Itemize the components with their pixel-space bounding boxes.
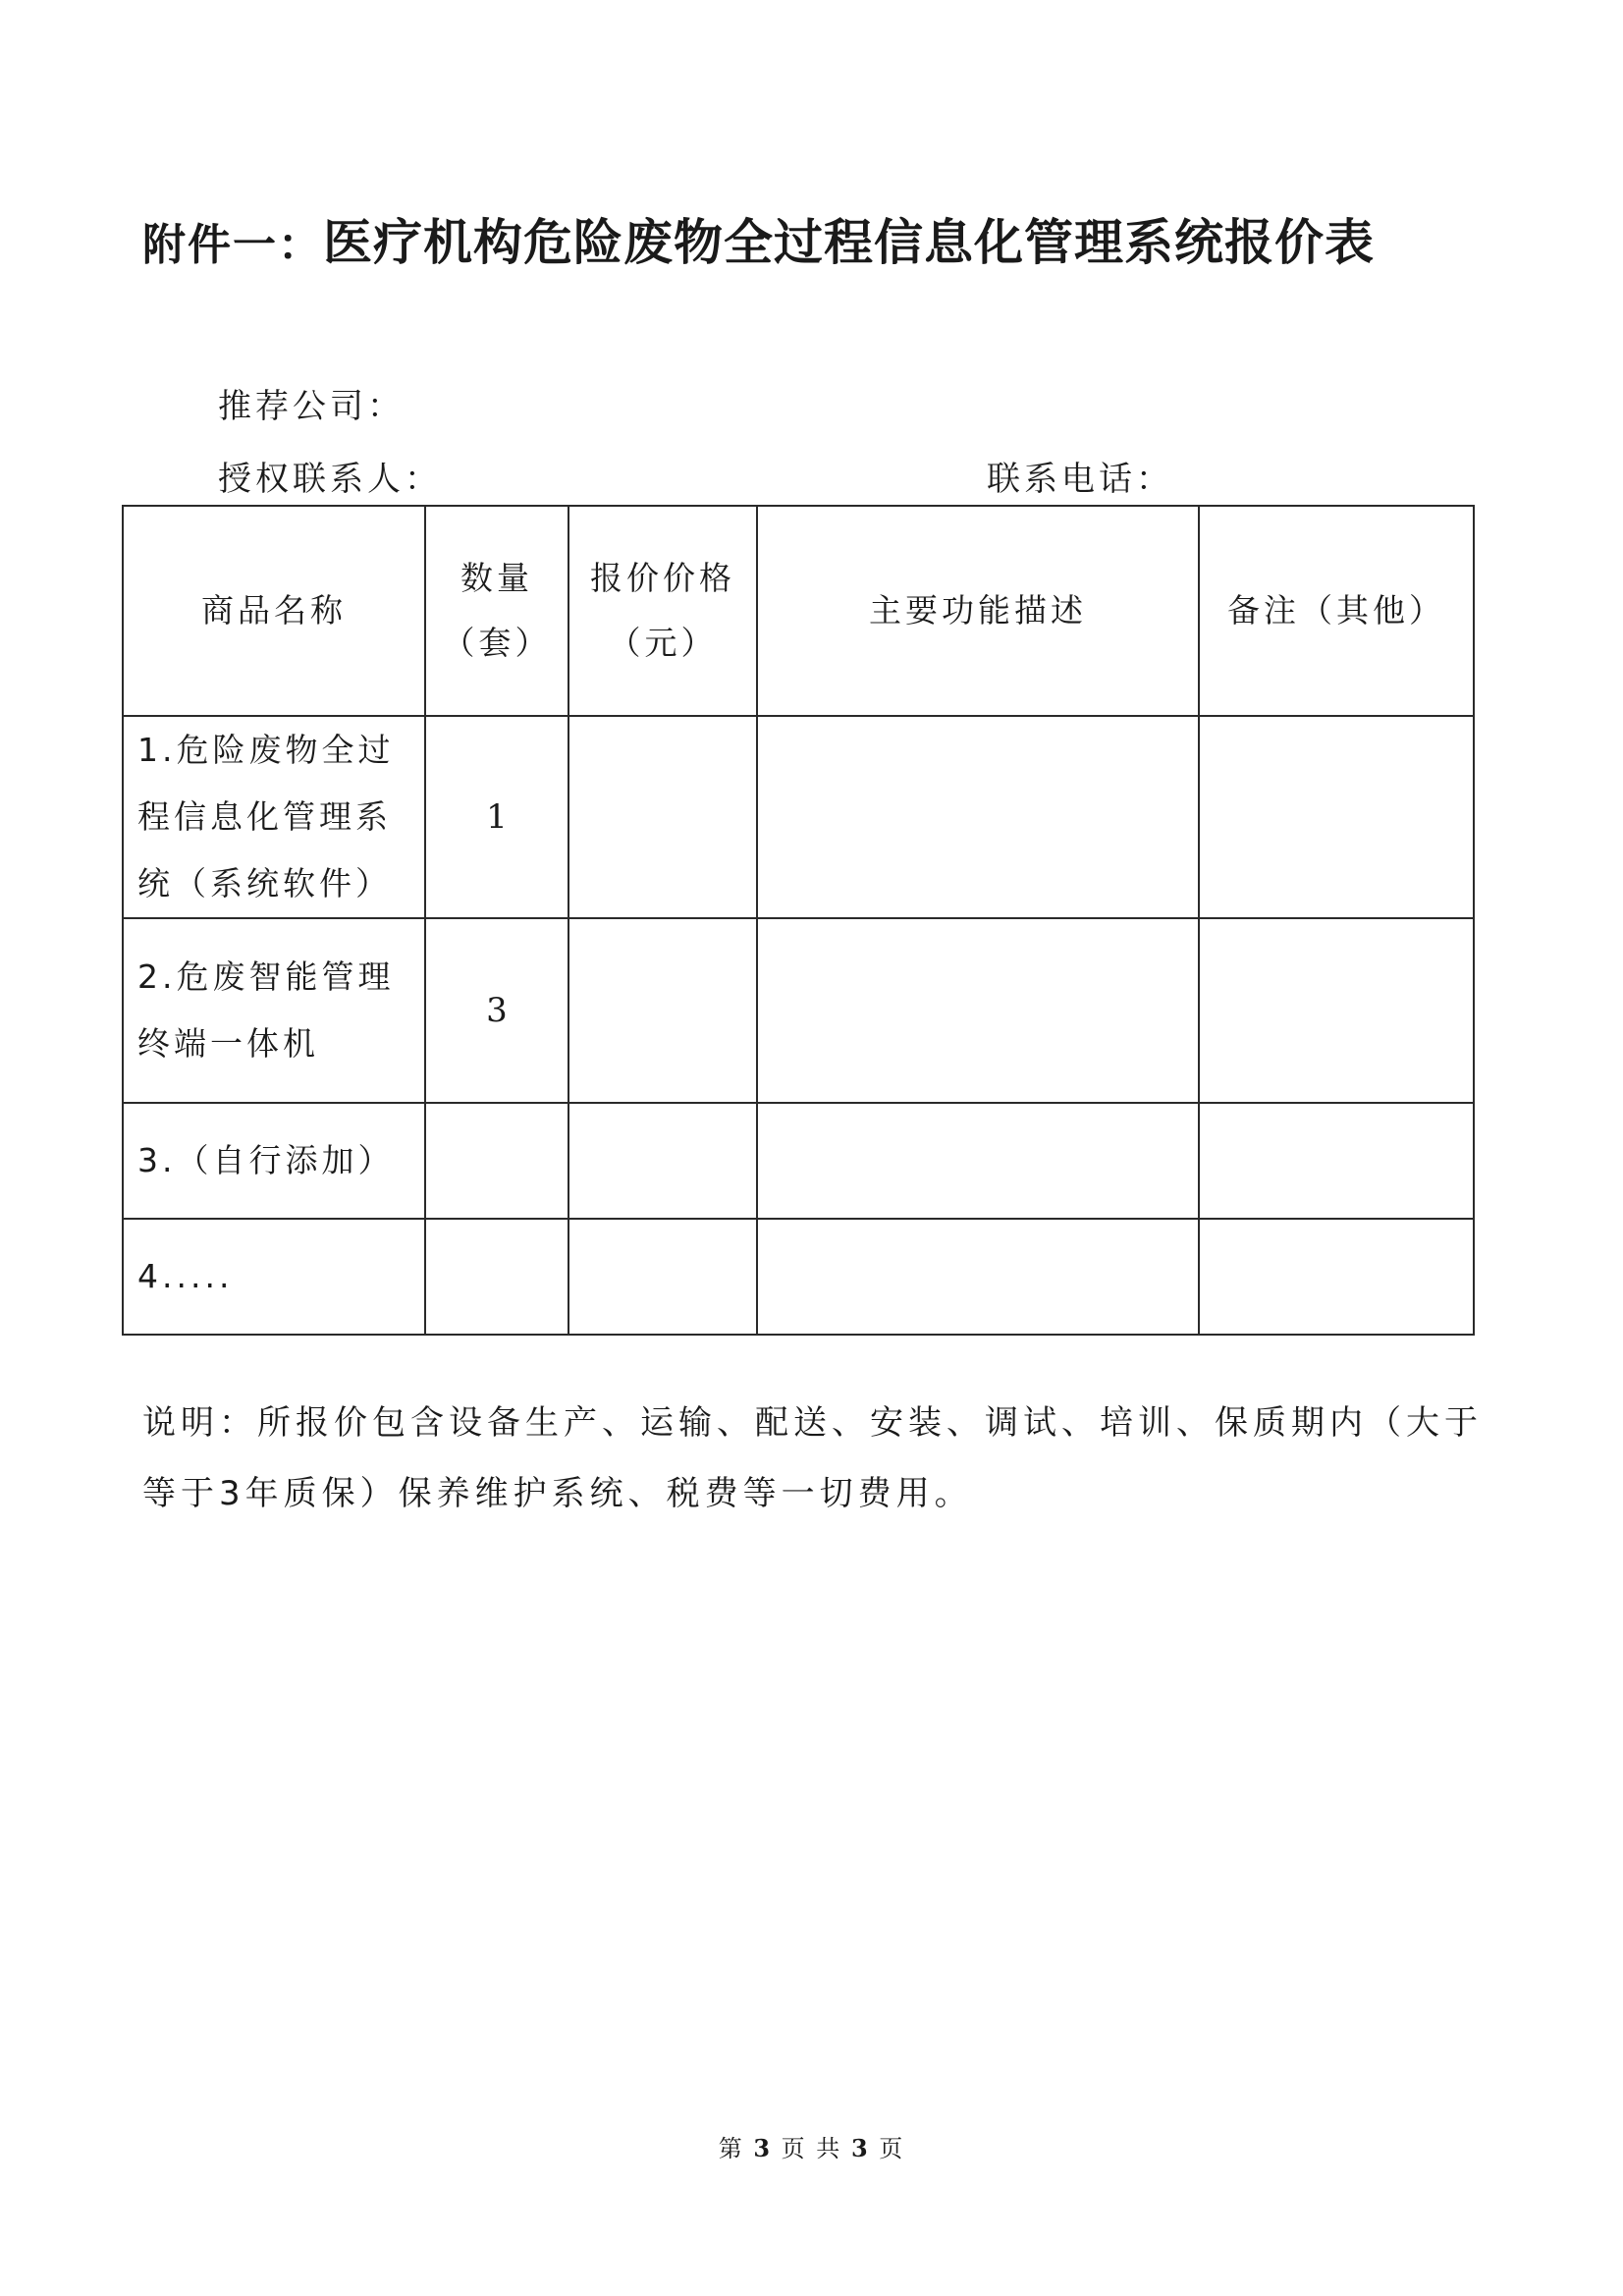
row-name-cell [123, 1103, 425, 1219]
table-row [123, 1219, 1474, 1335]
row-name-line: 4..... [137, 1257, 234, 1295]
header-desc [757, 506, 1199, 716]
row-name-line: 1.危险废物全过 [137, 731, 395, 769]
header-qty-line2: （套） [442, 624, 552, 662]
row-name-cell [123, 918, 425, 1103]
row-price-cell[interactable] [568, 1219, 757, 1335]
row-name-line: 终端一体机 [137, 1024, 319, 1063]
footer-prefix: 第 [718, 2135, 744, 2162]
footer-total-pages: 3 [850, 2134, 870, 2162]
header-remark-text: 备注（其他） [1227, 591, 1445, 629]
table-row [123, 716, 1474, 918]
footer-suffix: 页 [879, 2135, 905, 2162]
header-price [568, 506, 757, 716]
row-qty-cell: 1 [425, 716, 568, 918]
row-desc-cell[interactable] [757, 1219, 1199, 1335]
header-name [123, 506, 425, 716]
footer-middle: 页 共 [781, 2135, 842, 2162]
footer-page-number: 3 [753, 2134, 773, 2162]
row-remark-cell[interactable] [1199, 716, 1474, 918]
title-prefix: 附件一： [142, 220, 323, 270]
row-price-cell[interactable] [568, 716, 757, 918]
row-name-line: 3.（自行添加） [137, 1141, 395, 1179]
row-qty-cell[interactable] [425, 1103, 568, 1219]
row-remark-cell[interactable] [1199, 1219, 1474, 1335]
header-name-text: 商品名称 [201, 591, 347, 629]
note-text: 说明：所报价包含设备生产、运输、配送、安装、调试、培训、保质期内（大于等于3年质保）保养维护系统、税费等一切费用。 [142, 1403, 1483, 1513]
row-price-cell[interactable] [568, 918, 757, 1103]
row-desc-cell[interactable] [757, 1103, 1199, 1219]
row-qty-cell: 3 [425, 918, 568, 1103]
header-remark [1199, 506, 1474, 716]
header-price-line2: （元） [608, 624, 718, 662]
row-qty-cell[interactable] [425, 1219, 568, 1335]
header-price-line1: 报价价格 [590, 559, 735, 597]
table-row [123, 918, 1474, 1103]
row-name-line: 2.危废智能管理 [137, 957, 395, 996]
row-price-cell[interactable] [568, 1103, 757, 1219]
header-desc-text: 主要功能描述 [869, 591, 1087, 629]
page-footer [0, 2129, 1623, 2163]
header-qty [425, 506, 568, 716]
row-desc-cell[interactable] [757, 918, 1199, 1103]
header-qty-line1: 数量 [460, 559, 533, 597]
table-header-row [123, 506, 1474, 716]
quote-table [122, 505, 1475, 1336]
row-name-cell [123, 716, 425, 918]
row-name-line: 程信息化管理系 [137, 797, 392, 836]
row-name-line: 统（系统软件） [137, 864, 392, 902]
row-remark-cell[interactable] [1199, 918, 1474, 1103]
document-title [142, 208, 1375, 289]
table-row [123, 1103, 1474, 1219]
title-main: 医疗机构危险废物全过程信息化管理系统报价表 [323, 214, 1375, 271]
company-label: 推荐公司： [218, 387, 405, 426]
row-remark-cell[interactable] [1199, 1103, 1474, 1219]
contact-label: 授权联系人： [218, 460, 442, 499]
phone-label: 联系电话： [987, 460, 1173, 499]
row-name-cell [123, 1219, 425, 1335]
row-desc-cell[interactable] [757, 716, 1199, 918]
